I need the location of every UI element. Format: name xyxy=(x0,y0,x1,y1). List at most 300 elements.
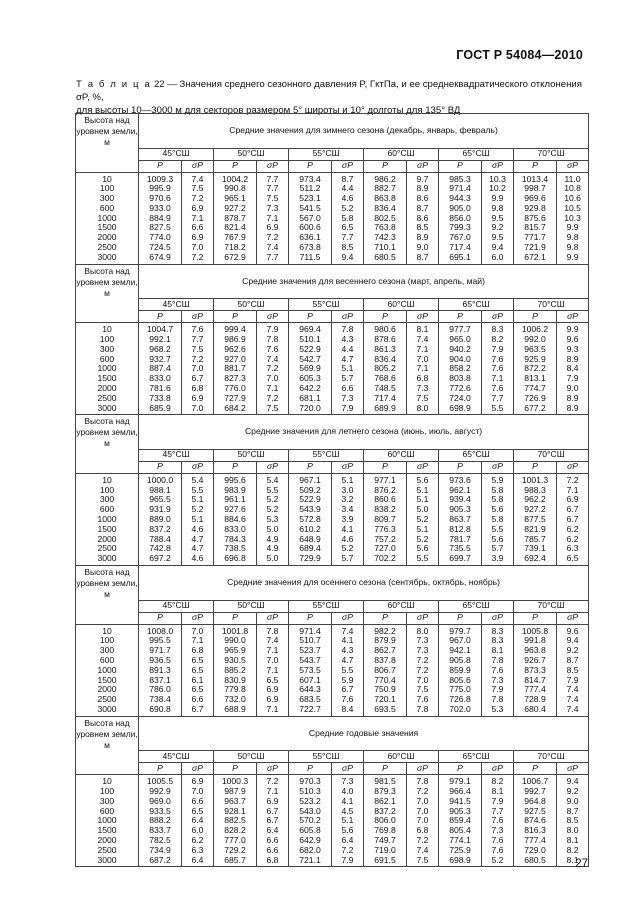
sigma-cell: 5.9 xyxy=(482,473,514,485)
latitude-row xyxy=(76,148,589,160)
pressure-col-header: P xyxy=(139,763,182,775)
altitude-cell: 600 xyxy=(76,807,139,817)
sigma-cell: 4.7 xyxy=(182,544,214,554)
sigma-cell: 8.6 xyxy=(407,194,439,204)
sigma-cell: 6.8 xyxy=(182,646,214,656)
pressure-cell: 965.9 xyxy=(214,646,257,656)
sigma-cell: 9.8 xyxy=(557,233,589,243)
pressure-cell: 771.7 xyxy=(514,233,557,243)
altitude-cell: 2500 xyxy=(76,544,139,554)
altitude-cell: 1000 xyxy=(76,515,139,525)
table-row xyxy=(76,374,589,384)
table-row xyxy=(76,826,589,836)
pressure-cell: 510.3 xyxy=(289,787,332,797)
altitude-cell: 2500 xyxy=(76,243,139,253)
sigma-cell: 6.2 xyxy=(182,836,214,846)
pressure-cell: 749.7 xyxy=(364,836,407,846)
sigma-col-header: σP xyxy=(182,160,214,172)
altitude-cell: 1000 xyxy=(76,816,139,826)
sigma-cell: 7.5 xyxy=(257,194,289,204)
altitude-cell: 1500 xyxy=(76,374,139,384)
pressure-cell: 964.8 xyxy=(514,797,557,807)
parameter-row xyxy=(76,612,589,624)
pressure-cell: 979.7 xyxy=(439,624,482,636)
pressure-cell: 696.8 xyxy=(214,554,257,565)
sigma-cell: 5.3 xyxy=(482,705,514,716)
sigma-col-header: σP xyxy=(332,612,364,624)
pressure-cell: 988.1 xyxy=(139,486,182,496)
pressure-cell: 995.5 xyxy=(139,636,182,646)
pressure-cell: 941.5 xyxy=(439,797,482,807)
sigma-cell: 5.2 xyxy=(482,856,514,867)
sigma-cell: 7.2 xyxy=(182,355,214,365)
pressure-cell: 523.7 xyxy=(289,646,332,656)
latitude-header: 45°СШ xyxy=(139,148,214,160)
pressure-cell: 683.5 xyxy=(289,695,332,705)
sigma-cell: 5.2 xyxy=(182,505,214,515)
pressure-cell: 969.0 xyxy=(139,797,182,807)
altitude-cell: 100 xyxy=(76,636,139,646)
pressure-cell: 677.2 xyxy=(514,404,557,415)
pressure-cell: 1009.3 xyxy=(139,172,182,184)
pressure-cell: 805.6 xyxy=(439,676,482,686)
altitude-cell: 10 xyxy=(76,323,139,335)
altitude-cell: 1500 xyxy=(76,826,139,836)
pressure-col-header: P xyxy=(364,763,407,775)
sigma-cell: 7.3 xyxy=(407,384,439,394)
pressure-cell: 862.7 xyxy=(364,646,407,656)
sigma-cell: 6.9 xyxy=(257,695,289,705)
pressure-cell: 979.1 xyxy=(439,775,482,787)
sigma-cell: 5.7 xyxy=(332,374,364,384)
pressure-cell: 872.2 xyxy=(514,364,557,374)
sigma-cell: 5.2 xyxy=(257,495,289,505)
section-title: Средние значения для осеннего сезона (сентябрь, октябрь, ноябрь) xyxy=(139,566,589,601)
pressure-col-header: P xyxy=(214,763,257,775)
sigma-cell: 5.2 xyxy=(407,515,439,525)
sigma-cell: 6.9 xyxy=(182,204,214,214)
pressure-cell: 1004.2 xyxy=(214,172,257,184)
sigma-cell: 8.7 xyxy=(557,807,589,817)
sigma-cell: 6.2 xyxy=(557,525,589,535)
altitude-cell: 100 xyxy=(76,787,139,797)
sigma-cell: 7.4 xyxy=(257,355,289,365)
sigma-col-header: σP xyxy=(482,311,514,323)
sigma-col-header: σP xyxy=(407,461,439,473)
pressure-cell: 777.0 xyxy=(214,836,257,846)
sigma-cell: 8.2 xyxy=(482,775,514,787)
sigma-cell: 8.1 xyxy=(557,856,589,867)
sigma-cell: 3.9 xyxy=(482,554,514,565)
latitude-header: 55°СШ xyxy=(289,299,364,311)
sigma-cell: 6.7 xyxy=(557,515,589,525)
pressure-cell: 727.9 xyxy=(214,394,257,404)
pressure-cell: 962.2 xyxy=(514,495,557,505)
sigma-cell: 7.3 xyxy=(482,826,514,836)
sigma-cell: 5.5 xyxy=(332,666,364,676)
sigma-cell: 7.6 xyxy=(482,836,514,846)
sigma-cell: 5.1 xyxy=(332,816,364,826)
pressure-cell: 967.0 xyxy=(439,636,482,646)
latitude-header: 55°СШ xyxy=(289,751,364,763)
pressure-cell: 692.4 xyxy=(514,554,557,565)
pressure-cell: 904.0 xyxy=(439,355,482,365)
pressure-col-header: P xyxy=(139,612,182,624)
sigma-cell: 8.6 xyxy=(407,214,439,224)
table-row xyxy=(76,355,589,365)
pressure-cell: 510.1 xyxy=(289,335,332,345)
sigma-cell: 6.4 xyxy=(257,826,289,836)
pressure-cell: 859.9 xyxy=(439,666,482,676)
sigma-cell: 5.6 xyxy=(407,473,439,485)
sigma-cell: 7.4 xyxy=(557,685,589,695)
pressure-col-header: P xyxy=(214,612,257,624)
pressure-cell: 884.6 xyxy=(214,515,257,525)
sigma-cell: 8.5 xyxy=(332,243,364,253)
sigma-cell: 5.2 xyxy=(332,544,364,554)
pressure-cell: 672.9 xyxy=(214,253,257,264)
pressure-cell: 767.9 xyxy=(214,233,257,243)
table-row xyxy=(76,676,589,686)
altitude-header: Высота над уровнем земли, м xyxy=(76,416,138,449)
sigma-cell: 9.6 xyxy=(557,624,589,636)
sigma-cell: 9.8 xyxy=(482,204,514,214)
sigma-cell: 7.3 xyxy=(257,204,289,214)
pressure-cell: 779.8 xyxy=(214,685,257,695)
pressure-cell: 970.3 xyxy=(289,775,332,787)
pressure-cell: 682.0 xyxy=(289,846,332,856)
sigma-cell: 8.1 xyxy=(557,836,589,846)
table-row xyxy=(76,495,589,505)
pressure-cell: 992.9 xyxy=(139,787,182,797)
sigma-cell: 5.7 xyxy=(482,544,514,554)
pressure-cell: 689.9 xyxy=(364,404,407,415)
pressure-cell: 687.2 xyxy=(139,856,182,867)
parameter-row xyxy=(76,763,589,775)
pressure-cell: 733.8 xyxy=(139,394,182,404)
sigma-cell: 8.9 xyxy=(557,355,589,365)
pressure-cell: 523.2 xyxy=(289,797,332,807)
sigma-cell: 7.5 xyxy=(257,404,289,415)
pressure-cell: 742.8 xyxy=(139,544,182,554)
pressure-cell: 644.3 xyxy=(289,685,332,695)
pressure-col-header: P xyxy=(514,763,557,775)
sigma-cell: 6.9 xyxy=(182,775,214,787)
pressure-cell: 816.3 xyxy=(514,826,557,836)
sigma-cell: 9.9 xyxy=(482,194,514,204)
sigma-col-header: σP xyxy=(482,612,514,624)
altitude-cell: 600 xyxy=(76,656,139,666)
section-title: Средние значения для зимнего сезона (декабрь, январь, февраль) xyxy=(139,114,589,149)
pressure-cell: 543.7 xyxy=(289,656,332,666)
pressure-cell: 680.5 xyxy=(364,253,407,264)
altitude-header-end xyxy=(76,461,139,473)
sigma-cell: 6.6 xyxy=(182,797,214,807)
pressure-cell: 998.7 xyxy=(514,184,557,194)
pressure-cell: 727.0 xyxy=(364,544,407,554)
pressure-col-header: P xyxy=(439,160,482,172)
sigma-cell: 7.0 xyxy=(182,243,214,253)
pressure-cell: 776.0 xyxy=(214,384,257,394)
altitude-header-cont xyxy=(76,148,139,160)
pressure-cell: 965.0 xyxy=(439,335,482,345)
sigma-col-header: σP xyxy=(407,160,439,172)
sigma-col-header: σP xyxy=(182,311,214,323)
pressure-cell: 961.1 xyxy=(214,495,257,505)
altitude-cell: 300 xyxy=(76,797,139,807)
altitude-header: Высота над уровнем земли, м xyxy=(76,115,138,147)
pressure-cell: 523.1 xyxy=(289,194,332,204)
table-caption xyxy=(76,78,586,117)
sigma-cell: 5.7 xyxy=(332,554,364,565)
pressure-cell: 833.0 xyxy=(214,525,257,535)
pressure-cell: 837.1 xyxy=(139,676,182,686)
pressure-cell: 991.8 xyxy=(514,636,557,646)
pressure-cell: 688.9 xyxy=(214,705,257,716)
sigma-cell: 5.4 xyxy=(257,473,289,485)
pressure-cell: 750.9 xyxy=(364,685,407,695)
pressure-cell: 876.2 xyxy=(364,486,407,496)
sigma-cell: 7.5 xyxy=(182,345,214,355)
latitude-header: 60°СШ xyxy=(364,751,439,763)
pressure-cell: 962.6 xyxy=(214,345,257,355)
sigma-cell: 6.6 xyxy=(182,223,214,233)
sigma-col-header: σP xyxy=(557,160,589,172)
pressure-cell: 931.9 xyxy=(139,505,182,515)
pressure-cell: 971.7 xyxy=(139,646,182,656)
pressure-cell: 691.5 xyxy=(364,856,407,867)
sigma-cell: 6.5 xyxy=(257,676,289,686)
sigma-cell: 7.1 xyxy=(182,636,214,646)
pressure-cell: 509.2 xyxy=(289,486,332,496)
sigma-cell: 8.3 xyxy=(482,624,514,636)
sigma-cell: 4.7 xyxy=(182,535,214,545)
page-number: 27 xyxy=(575,858,588,870)
pressure-cell: 788.4 xyxy=(139,535,182,545)
sigma-col-header: σP xyxy=(407,612,439,624)
pressure-cell: 973.6 xyxy=(439,473,482,485)
table-row xyxy=(76,554,589,565)
pressure-cell: 927.0 xyxy=(214,355,257,365)
pressure-cell: 885.2 xyxy=(214,666,257,676)
pressure-cell: 936.5 xyxy=(139,656,182,666)
pressure-col-header: P xyxy=(289,763,332,775)
pressure-cell: 725.9 xyxy=(439,846,482,856)
latitude-row xyxy=(76,299,589,311)
sigma-cell: 4.3 xyxy=(332,335,364,345)
latitude-header: 60°СШ xyxy=(364,449,439,461)
pressure-cell: 690.8 xyxy=(139,705,182,716)
pressure-cell: 702.0 xyxy=(439,705,482,716)
pressure-cell: 933.5 xyxy=(139,807,182,817)
pressure-col-header: P xyxy=(514,461,557,473)
pressure-cell: 672.1 xyxy=(514,253,557,264)
sigma-cell: 9.8 xyxy=(557,243,589,253)
table-row xyxy=(76,816,589,826)
pressure-cell: 769.8 xyxy=(364,826,407,836)
sigma-col-header: σP xyxy=(557,311,589,323)
latitude-header: 70°СШ xyxy=(514,148,589,160)
latitude-header: 60°СШ xyxy=(364,299,439,311)
sigma-cell: 6.7 xyxy=(557,505,589,515)
pressure-cell: 878.7 xyxy=(214,214,257,224)
altitude-header-end xyxy=(76,160,139,172)
pressure-cell: 967.1 xyxy=(289,473,332,485)
pressure-cell: 728.9 xyxy=(514,695,557,705)
pressure-cell: 888.2 xyxy=(139,816,182,826)
pressure-cell: 735.5 xyxy=(439,544,482,554)
table-row xyxy=(76,323,589,335)
sigma-cell: 7.1 xyxy=(257,214,289,224)
table-row xyxy=(76,685,589,695)
latitude-row xyxy=(76,600,589,612)
latitude-header: 50°СШ xyxy=(214,148,289,160)
pressure-col-header: P xyxy=(289,160,332,172)
sigma-col-header: σP xyxy=(182,612,214,624)
table-row xyxy=(76,473,589,485)
altitude-cell: 2000 xyxy=(76,233,139,243)
sigma-cell: 5.1 xyxy=(182,515,214,525)
table-row xyxy=(76,807,589,817)
sigma-col-header: σP xyxy=(257,612,289,624)
sigma-cell: 4.6 xyxy=(332,535,364,545)
sigma-cell: 6.6 xyxy=(332,384,364,394)
pressure-cell: 879.9 xyxy=(364,636,407,646)
table-row xyxy=(76,775,589,787)
pressure-cell: 689.4 xyxy=(289,544,332,554)
sigma-cell: 7.0 xyxy=(182,624,214,636)
sigma-cell: 7.9 xyxy=(557,374,589,384)
sigma-cell: 4.1 xyxy=(332,636,364,646)
pressure-cell: 860.6 xyxy=(364,495,407,505)
sigma-cell: 6.4 xyxy=(182,856,214,867)
sigma-cell: 7.6 xyxy=(182,323,214,335)
section-title-row xyxy=(76,415,589,450)
latitude-row xyxy=(76,449,589,461)
pressure-cell: 884.9 xyxy=(139,214,182,224)
altitude-cell: 3000 xyxy=(76,404,139,415)
pressure-cell: 968.2 xyxy=(139,345,182,355)
latitude-header: 65°СШ xyxy=(439,600,514,612)
altitude-cell: 1000 xyxy=(76,364,139,374)
sigma-cell: 6.3 xyxy=(557,544,589,554)
pressure-cell: 784.3 xyxy=(214,535,257,545)
sigma-cell: 6.9 xyxy=(557,495,589,505)
sigma-cell: 7.6 xyxy=(482,364,514,374)
sigma-cell: 8.1 xyxy=(482,646,514,656)
altitude-cell: 100 xyxy=(76,335,139,345)
sigma-cell: 5.2 xyxy=(332,204,364,214)
table-row xyxy=(76,194,589,204)
sigma-cell: 7.4 xyxy=(407,335,439,345)
pressure-cell: 510.7 xyxy=(289,636,332,646)
pressure-cell: 821.9 xyxy=(514,525,557,535)
pressure-cell: 693.5 xyxy=(364,705,407,716)
sigma-cell: 7.3 xyxy=(482,676,514,686)
altitude-cell: 1500 xyxy=(76,223,139,233)
table-row xyxy=(76,384,589,394)
pressure-cell: 680.5 xyxy=(514,856,557,867)
pressure-cell: 781.7 xyxy=(439,535,482,545)
pressure-cell: 774.0 xyxy=(139,233,182,243)
pressure-cell: 721.1 xyxy=(289,856,332,867)
sigma-cell: 8.7 xyxy=(557,656,589,666)
sigma-cell: 7.0 xyxy=(182,404,214,415)
sigma-cell: 4.7 xyxy=(332,355,364,365)
pressure-cell: 926.7 xyxy=(514,656,557,666)
sigma-cell: 7.0 xyxy=(257,656,289,666)
table-row xyxy=(76,486,589,496)
pressure-cell: 724.5 xyxy=(139,243,182,253)
table-row xyxy=(76,505,589,515)
pressure-cell: 977.7 xyxy=(439,323,482,335)
altitude-cell: 2000 xyxy=(76,685,139,695)
sigma-cell: 6.1 xyxy=(182,676,214,686)
sigma-cell: 4.7 xyxy=(332,656,364,666)
sigma-cell: 7.7 xyxy=(482,394,514,404)
table-row xyxy=(76,836,589,846)
pressure-cell: 944.3 xyxy=(439,194,482,204)
pressure-cell: 881.7 xyxy=(214,364,257,374)
sigma-cell: 7.6 xyxy=(407,695,439,705)
standard-header: ГОСТ Р 54084—2010 xyxy=(456,48,583,62)
pressure-cell: 814.7 xyxy=(514,676,557,686)
pressure-cell: 726.9 xyxy=(514,394,557,404)
pressure-cell: 522.9 xyxy=(289,345,332,355)
table-row xyxy=(76,856,589,867)
pressure-cell: 782.5 xyxy=(139,836,182,846)
pressure-col-header: P xyxy=(364,160,407,172)
table-row xyxy=(76,695,589,705)
sigma-cell: 7.1 xyxy=(182,214,214,224)
altitude-cell: 100 xyxy=(76,184,139,194)
pressure-col-header: P xyxy=(364,311,407,323)
pressure-cell: 605.8 xyxy=(289,826,332,836)
sigma-cell: 8.4 xyxy=(557,364,589,374)
sigma-cell: 8.3 xyxy=(482,636,514,646)
pressure-cell: 742.3 xyxy=(364,233,407,243)
pressure-cell: 940.2 xyxy=(439,345,482,355)
sigma-cell: 5.5 xyxy=(182,486,214,496)
altitude-cell: 300 xyxy=(76,194,139,204)
sigma-cell: 7.8 xyxy=(257,624,289,636)
pressure-cell: 992.7 xyxy=(514,787,557,797)
sigma-cell: 7.6 xyxy=(257,345,289,355)
pressure-cell: 905.0 xyxy=(439,204,482,214)
sigma-cell: 6.9 xyxy=(257,685,289,695)
sigma-cell: 7.1 xyxy=(257,666,289,676)
pressure-cell: 836.4 xyxy=(364,204,407,214)
pressure-cell: 985.3 xyxy=(439,172,482,184)
sigma-cell: 10.8 xyxy=(557,184,589,194)
sigma-cell: 7.0 xyxy=(407,807,439,817)
sigma-cell: 8.7 xyxy=(332,172,364,184)
sigma-col-header: σP xyxy=(257,311,289,323)
sigma-cell: 4.5 xyxy=(332,807,364,817)
table-row xyxy=(76,214,589,224)
sigma-cell: 11.0 xyxy=(557,172,589,184)
pressure-cell: 710.1 xyxy=(364,243,407,253)
altitude-cell: 2500 xyxy=(76,695,139,705)
sigma-cell: 4.6 xyxy=(182,554,214,565)
altitude-header: Высота над уровнем земли, м xyxy=(76,567,138,600)
sigma-cell: 5.8 xyxy=(482,495,514,505)
pressure-cell: 729.2 xyxy=(214,846,257,856)
sigma-cell: 5.1 xyxy=(332,473,364,485)
sigma-cell: 7.6 xyxy=(332,695,364,705)
altitude-header-cont xyxy=(76,299,139,311)
sigma-cell: 7.2 xyxy=(407,787,439,797)
